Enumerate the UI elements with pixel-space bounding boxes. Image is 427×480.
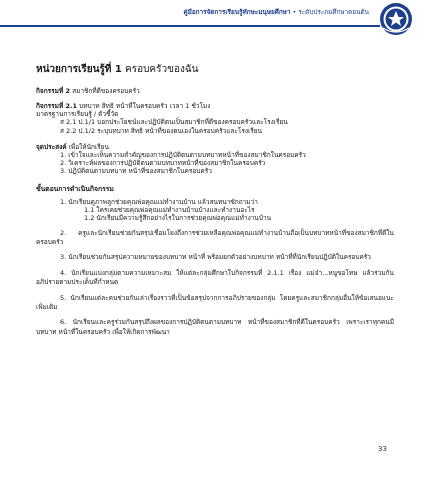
unit-title (36, 62, 394, 77)
header-rule (0, 25, 380, 27)
objective-item: 2. วิเคราะห์ผลของการปฏิบัติตนตามบทบาทหน้าที่ของสมาชิกในครอบครัว (60, 158, 266, 167)
sub-activity-text: บทบาท สิทธิ หน้าที่ในครอบครัว เวลา 1 ชั่วโมง (77, 102, 211, 111)
header-subtitle: • ระดับประถมศึกษาตอนต้น (290, 8, 369, 16)
activity-text: สมาชิกที่ดีของครอบครัว (70, 87, 140, 95)
standard-item: ส 2.1 ป.1/1 บอกประโยชน์และปฏิบัติตนเป็นสมาชิกที่ดีของครอบครัวและโรงเรียน (60, 118, 288, 127)
step-1: 1. นักเรียนดูภาพลูกช่วยคุณพ่อคุณแม่ทำงานบ้าน แล้วสนทนาซักถามว่า (60, 198, 258, 207)
sub-activity-label: กิจกรรมที่ 2.1 (36, 102, 78, 111)
header-title: คู่มือการจัดการเรียนรู้ทักษะมนุษยศึกษา (183, 8, 291, 16)
step-1-sub: 1.1 ใครเคยช่วยคุณพ่อคุณแม่ทำงานบ้านบ้างและทำงานอะไร (84, 206, 255, 215)
standard-item: ส 2.2 ป.1/2 ระบุบทบาท สิทธิ หน้าที่ของตนเองในครอบครัวและโรงเรียน (60, 126, 262, 135)
activity-line (36, 87, 394, 95)
standards-label: มาตรฐานการเรียนรู้ / ตัวชี้วัด (36, 110, 119, 119)
page-number: 33 (378, 445, 387, 453)
document-body (36, 62, 394, 337)
step-6: 6. นักเรียนและครูร่วมกันสรุปถึงผลของการปฏิบัติตนตามบทบาท หน้าที่ของสมาชิกที่ดีในครอบครัว เพราะเราทุกคนมีบทบาท หน้าที่ในครอบครัว เพื่อให้เกิดการพัฒนา (36, 318, 394, 336)
objective-item: 1. เข้าใจและเห็นความสำคัญของการปฏิบัติตนตามบทบาทหน้าที่ของสมาชิกในครอบครัว (60, 150, 306, 159)
step-2: 2. ครูและนักเรียนช่วยกันสรุปเชื่อมโยงถึงการช่วยเหลือคุณพ่อคุณแม่ทำงานบ้านถือเป็นบทบาทหน้าที่ของสมาชิกที่ดีในครอบครัว (36, 228, 394, 246)
header-text (183, 7, 369, 17)
objectives-heading-line (36, 143, 394, 151)
activity-label: กิจกรรมที่ 2 (36, 87, 71, 95)
steps-heading: ขั้นตอนการดำเนินกิจกรรม (36, 185, 114, 194)
step-3: 3. นักเรียนช่วยกันสรุปความหมายของบทบาท หน้าที่ พร้อมยกตัวอย่างบทบาท หน้าที่ที่นักเรียนปฏิบัติในครอบครัว (60, 253, 371, 262)
step-4: 4. นักเรียนแบ่งกลุ่มตามความเหมาะสม ให้แต่ละกลุ่มศึกษาใบกิจกรรมที่ 2.1.1 เรื่อง แม่จ๋า...หนูขอโทษ แล้วร่วมกันอภิปรายตามประเด็นที่กำหนด (36, 268, 394, 287)
emblem-logo (379, 2, 413, 36)
unit-title-bold: หน่วยการเรียนรู้ที่ 1 (36, 64, 122, 75)
objectives-heading-rest: เพื่อให้นักเรียน (66, 142, 109, 151)
unit-title-rest: ครอบครัวของฉัน (121, 64, 199, 75)
step-5: 5. นักเรียนแต่ละคนช่วยกันเล่าเรื่องราวที่เป็นข้อสรุปจากการอภิปรายของกลุ่ม โดยครูและสมาชิกกลุ่มอื่นให้ข้อเสนอแนะเพิ่มเติม (36, 293, 394, 312)
page-header (0, 0, 427, 38)
step-1-sub: 1.2 นักเรียนมีความรู้สึกอย่างไรในการช่วยคุณพ่อคุณแม่ทำงานบ้าน (84, 214, 272, 223)
objective-item: 3. ปฏิบัติตนตามบทบาท หน้าที่ของสมาชิกในครอบครัว (60, 167, 212, 175)
objectives-heading: จุดประสงค์ (36, 142, 67, 151)
